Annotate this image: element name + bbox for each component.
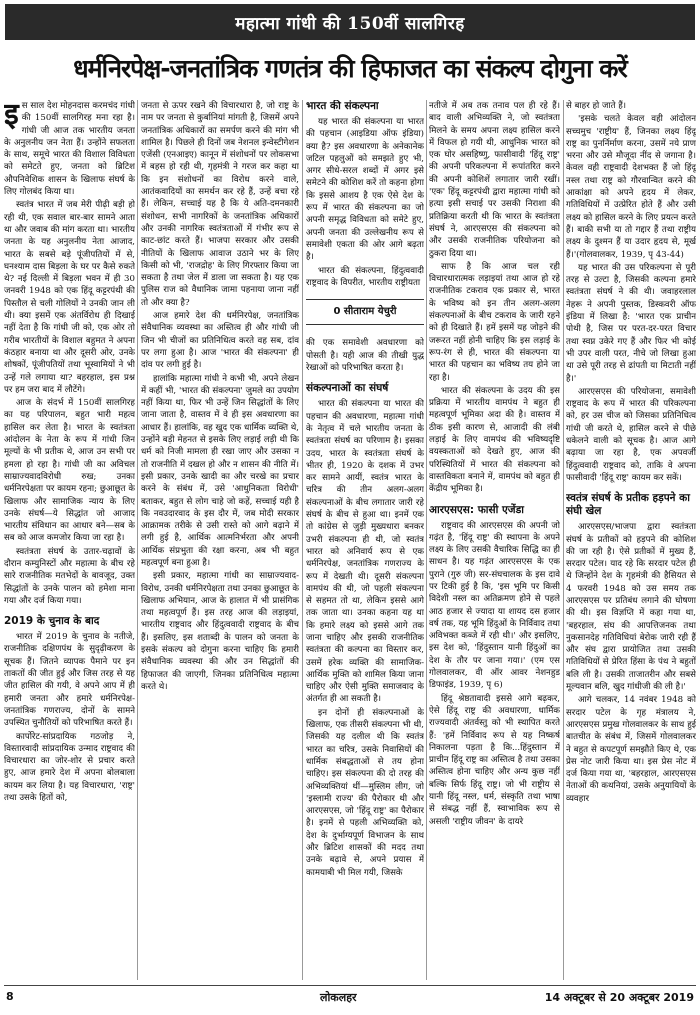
paragraph: आरएसएस/भाजपा द्वारा स्वतंत्रता संघर्ष के प्रतीकों को हड़पने की कोशिश की जा रही है। ऐसे प्रतीकों में मुख्य हैं, सरदार पटेल। याद रहे कि सरदार पटेल ही थे जिन्होंने देश के गृहमंत्री की हैसियत से 4 फरवरी 1948 को उस समय तक आरएसएस पर प्रतिबंध लगाने की घोषणा की थी। इस विज्ञप्ति में कहा गया था, 'बहरहाल, संघ की आपत्तिजनक तथा नुकसानदेह गतिविधियां बेरोक जारी रही हैं और संघ द्वारा प्रायोजित तथा उसकी गतिविधियों से प्रेरित हिंसा के पंथ ने बहुतों बलि ली है। उसकी ताजातरीन और सबसे मूल्यवान बलि, खुद गांधीजी की ली है।' [566, 522, 696, 693]
author-byline: 0 सीताराम येचुरी [306, 299, 424, 325]
paragraph: साफ है कि आज चल रही विचारधारात्मक लड़ाइयां तथा आज हो रहे राजनीतिक टकराव एक प्रकार से, भारत के भविष्य को इन तीन अलग-अलग संकल्पनाओं के बीच टकराव के जारी रहने को ही दिखाते हैं। हमें इसमें यह जोड़ने की जरूरत नहीं होनी चाहिए कि इस लड़ाई के रूप-रंग से ही, भारत की संकल्पना या भारत की पहचान का भविष्य तय होने जा रहा है। [429, 261, 560, 383]
subheading: संकल्पनाओं का संघर्ष [306, 382, 389, 395]
paragraph: भारत में 2019 के चुनाव के नतीजे, राजनीतिक दक्षिणपंथ के सुदृढ़ीकरण के सूचक हैं। जितने व्यापक पैमाने पर इन ताकतों की जीत हुई और जिस तरह से यह जीत हासिल की गयी, वे अपने आप में ही हमारी जनता और हमारे धर्मनिरपेक्ष-जनतांत्रिक गणराज्य, दोनों के सामने उपस्थित चुनौतियों को परिभाषित करते हैं। [4, 632, 135, 729]
paragraph: आगे चलकर, 14 नवंबर 1948 को सरदार पटेल के गृह मंत्रालय ने, आरएसएस प्रमुख गोलवालकर के साथ हुई बातचीत के संबंध में, जिसमें गोलवालकर ने बहुत से कपटपूर्ण समझौते किए थे, एक प्रेस नोट जारी किया था। इस प्रेस नोट में दर्ज किया गया था, 'बहरहाल, आरएसएस नेताओं की कथनियां, उसके अनुयायियों के व्यवहार [566, 695, 696, 804]
subheading: 2019 के चुनाव के बाद [4, 615, 100, 628]
paragraph: कार्पोरेट-सांप्रदायिक गठजोड़ ने, विस्तारवादी सांप्रदायिक उन्माद राष्ट्रवाद की विचारधारा का जोर-शोर से प्रचार करते हुए, आज हमारे देश में अपना बोलबाला कायम कर लिया है। यह विचारधारा, 'राष्ट्र' तथा उसके हितों को, [4, 731, 135, 804]
subheading: भारत की संकल्पना [306, 100, 379, 112]
banner-text: महात्मा गांधी की 150वीं सालगिरह [235, 13, 465, 34]
column-2 [141, 100, 299, 980]
paragraph: यह भारत की उस परिकल्पना से पूरी तरह से उल्टा है, जिसकी कल्पना हमारे स्वतंत्रता संघर्ष ने की थी। जवाहरलाल नेहरू ने अपनी पुस्तक, डिस्कवरी ऑफ इंडिया में लिखा है: 'भारत एक प्राचीन पोथी है, जिस पर परत-दर-परत विचार तथा स्वप्न उकेरे गए हैं और फिर भी कोई भी उपर वाली परत, नीचे जो लिखा हुआ था उसे पूरी तरह से ढांपती या मिटाती नहीं है।' [566, 262, 696, 384]
paragraph: भारत की संकल्पना या भारत की पहचान की अवधारणा, महात्मा गांधी के नेतृत्व में चले भारतीय जनता के स्वतंत्रता संघर्ष का परिणाम है। इसका उदय, भारत के स्वतंत्रता संघर्ष के भीतर ही, 1920 के दशक में उभर कर सामने आयीं, स्वतंत्र भारत के चरित्र की तीन अलग-अलग संकल्पनाओं के बीच लगातार जारी रहे संघर्ष के बीच से हुआ था। इनमें एक तो कांग्रेस से जुड़ी मुख्यधारा बनकर उभरी संकल्पना ही थी, जो स्वतंत्र भारत को अनिवार्य रूप से एक धर्मनिरपेक्ष, जनतांत्रिक गणराज्य के रूप में देखती थी। दूसरी संकल्पना वामपंथ की थी, जो पहली संकल्पना से सहमत तो था, लेकिन इससे आगे तक जाता था। उनका कहना यह था कि हमारे लक्ष्य को इससे आगे तक जाना चाहिए और इसकी राजनीतिक स्वतंत्रता की कल्पना का विस्तार कर, उसमें हरेक व्यक्ति की सामाजिक-आर्थिक मुक्ति को शामिल किया जाना चाहिए और ऐसी मुक्ति समाजवाद के अंतर्गत ही आ सकती है। [306, 399, 424, 705]
paragraph: से बाहर हो जाते हैं। [566, 101, 627, 111]
paragraph: हिंदू श्रेष्ठतावादी इससे आगे बढ़कर, ऐसे हिंदू राष्ट्र की अवधारणा, धार्मिक राज्यवादी अंतर्वस्तु को भी स्थापित करते हैं: 'हमें निर्विवाद रूप से यह निष्कर्ष निकालना पड़ता है कि...हिंदुस्तान में प्राचीन हिंदू राष्ट्र का अस्तित्व है तथा उसका अस्तित्व होना चाहिए और अन्य कुछ नहीं बल्कि सिर्फ हिंदू राष्ट्र। जो भी राष्ट्रीय से यानी हिंदू नस्ल, धर्म, संस्कृति तथा भाषा से संबद्ध नहीं हैं, स्वाभाविक रूप से असली 'राष्ट्रीय जीवन' के दायरे [429, 693, 560, 827]
subheading: स्वतंत्र संघर्ष के प्रतीक हड़पने का संघी खेल [566, 492, 690, 518]
publication-name: लोकलहर [320, 991, 357, 1004]
paragraph: आरएसएस की परियोजना, समावेशी राष्ट्रवाद के रूप में भारत की परिकल्पना को, हर उस चीज को जिसका प्रतिनिधित्व गांधी जी करते थे, हासिल करने से पीछे धकेलने वाली को सूचक है। आज आगे बढ़ाया जा रहा है, एक अपवर्जी हिंदुत्ववादी राष्ट्रवाद को, ताकि वे अपना फासीवादी 'हिंदू राष्ट्र' कायम कर सकें। [566, 386, 696, 483]
paragraph: इन दोनों ही संकल्पनाओं के खिलाफ, एक तीसरी संकल्पना भी थी, जिसकी यह दलील थी कि स्वतंत्र भारत का चरित्र, उसके निवासियों की धार्मिक संबद्धताओं से तय होना चाहिए। इस संकल्पना की दो तरह की अभिव्यक्तियां थीं—मुस्लिम लीग, जो 'इस्लामी राज्य' की पैरोकार थी और आरएसएस, जो 'हिंदू राष्ट्र' का पैरोकार है। इनमें से पहली अभिव्यक्ति को, देश के दुर्भाग्यपूर्ण विभाजन के साथ और ब्रिटिश शासकों की मदद तथा उनके बढ़ावे से, अपने प्रयास में कामयाबी भी मिल गयी, जिसके [306, 707, 424, 878]
anniversary-banner [5, 4, 695, 40]
paragraph: की एक समावेशी अवधारणा को पोसती है। यही आज की तीखी युद्ध रेखाओं को परिभाषित करता है। [306, 338, 424, 374]
issue-date: 14 अक्टूबर से 20 अक्टूबर 2019 [544, 991, 694, 1004]
column-divider [563, 100, 564, 980]
column-3 [306, 100, 424, 980]
column-5 [566, 100, 696, 980]
paragraph: 'इसके चलते केवल वही आंदोलन सच्चमुच 'राष्ट्रीय' हैं, जिनका लक्ष्य हिंदू राष्ट्र का पुनर्निर्माण करना, उसमें नये प्राण भरना और उसे मौजूदा नींद से जगाना है। केवल वही राष्ट्रवादी देशभक्त हैं जो हिंदू नस्ल तथा राष्ट्र को गौरवान्वित करने की आकांक्षा को अपने हृदय में लेकर, गतिविधियों में उत्प्रेरित होते हैं और उसी लक्ष्य को हासिल करने के लिए प्रयत्न करते हैं। बाकी सभी या तो गद्दार हैं तथा राष्ट्रीय लक्ष्य के दुश्मन हैं या उदार हृदय से, मूर्ख हैं।'(गोलवालकर, 1939, पृ 43-44) [566, 114, 696, 260]
paragraph: नतीजे में अब तक तनाव पल ही रहे हैं। बाद वाली अभिव्यक्ति ने, जो स्वतंत्रता मिलने के समय अपना लक्ष्य हासिल करने में विफल हो गयी थी, आधुनिक भारत को एक घोर असहिष्णु, फासीवादी 'हिंदू राष्ट्र' की अपनी परिकल्पना में रूपांतरित करने की अपनी कोशिशें लगातार जारी रखीं। 'एक' हिंदू कट्टरपंथी द्वारा महात्मा गांधी को हत्या इसी सचाई पर उसकी निराशा की प्रतिक्रिया करती थी कि भारत के स्वतंत्रता संघर्ष ने, आरएसएस की संकल्पना को और उसकी राजनीतिक परियोजना को ठुकरा दिया था। [429, 101, 560, 259]
paragraph: हालांकि महात्मा गांधी ने कभी भी, अपने लेखन में कहीं भी, 'भारत की संकल्पना' जुमले का उपयोग नहीं किया था, फिर भी उन्हें जिन सिद्धांतों के लिए जाना जाता है, वास्तव में वे ही इस अवधारणा का आधार हैं। हालांकि, वह खुद एक धार्मिक व्यक्ति थे, उन्होंने बड़ी मेहनत से इसके लिए लड़ाई लड़ी थी कि धर्म को निजी मामला ही रखा जाए और उसका न तो राजनीति में दखल हो और न शासन की नीति में। इसी प्रकार, उनके खादी का और चरखे का प्रचार करने के संबंध में, उसे 'आधुनिकता विरोधी' बताकर, बहुत से लोग चाहे जो कहें, सच्चाई यही है कि नवउदारवाद के इस दौर में, जब मोदी सरकार आक्रामक तरीके से उसी रास्ते को आगे बढ़ाने में लगी हुई है, आर्थिक आत्मनिर्भरता और अपनी आर्थिक संप्रभुता की रक्षा करना, अब भी बहुत महत्वपूर्ण बना हुआ है। [141, 373, 299, 568]
paragraph: स्वतंत्रता संघर्ष के उतार-चढ़ावों के दौरान कम्युनिस्टों और महात्मा के बीच रहे सारे राजनीतिक मतभेदों के बावजूद, उक्त सिद्धांतों के उनके पालन को हमेशा माना गया और दर्ज किया गया। [4, 546, 135, 606]
column-divider [426, 100, 427, 980]
column-divider [137, 100, 138, 980]
column-divider [302, 100, 303, 980]
paragraph: जनता से ऊपर रखने की विचारधारा है, जो राष्ट्र के नाम पर जनता से कुर्बानियां मांगती है, जिसमें अपने जनतांत्रिक अधिकारों का समर्पण करने की मांग भी शामिल है। पिछले ही दिनों जब नेशनल इन्वेस्टीगेशन एजेंसी (एनआइए) कानून में संशोधनों पर लोकसभा में बहस हो रही थी, गृहमंत्री ने गरज कर कहा था कि इन संशोधनों का विरोध करने वाले, आतंकवादियों का समर्थन कर रहे हैं, उन्हें बचा रहे हैं। लेकिन, सच्चाई यह है कि ये अति-दमनकारी संशोधन, सभी नागरिकों के जनतांत्रिक अधिकारों और उनकी नागरिक स्वतंत्रताओं में गंभीर रूप से काट-छांट करते हैं। भाजपा सरकार और उसकी नीतियों के खिलाफ आवाज उठाने भर के लिए किसी को भी, 'राजद्रोह' के लिए गिरफ्तार किया जा सकता है तथा जेल में डाला जा सकता है। यह एक पुलिस राज को वैधानिक जामा पहनाया जाना नहीं तो और क्या है? [141, 101, 299, 308]
paragraph: राष्ट्रवाद की आरएसएस की अपनी जो गढ़ंत है, 'हिंदू राष्ट्र' की स्थापना के अपने लक्ष्य के लिए उसकी वैचारिक सिद्धि का ही साधन है। यह गढ़ंत आरएसएस के एक पुराने (गुरु जी) सर-संघचालक के इस दावे पर टिकी हुई है कि, 'इस भूमि पर किसी विदेशी नस्ल का अतिक्रमण होने से पहले आठ हजार से ज्यादा या शायद दस हजार वर्ष तक, यह भूमि हिंदुओं के निर्विवाद तथा अविभक्त कब्जे में रही थी।' और इसलिए, इस देश को, 'हिंदुस्तान यानी हिंदुओं का देश के तौर पर जाना गया।' (एम एस गोलवालकर, वी ऑर आवर नेशनहुड डिफाइंड, 1939, पृ 6) [429, 520, 560, 691]
footer-rule [4, 985, 696, 986]
paragraph: आज हमारे देश की धर्मनिरपेक्ष, जनतांत्रिक संवैधानिक व्यवस्था का अस्तित्व ही और गांधी जी जिन भी चीजों का प्रतिनिधित्व करते वह सब, दांव पर लगा हुआ है। आज 'भारत की संकल्पना' ही दांव पर लगी हुई है। [141, 311, 299, 371]
paragraph: इस साल देश मोहनदास करमचंद गांधी की 150वीं सालगिरह मना रहा है। गांधी जी आज तक भारतीय जनता के अनुलनीय जन नेता हैं। उन्होंने सफलता के साथ, समूचे भारत की विशाल विविधता को समेटते हुए, जनता को ब्रिटिश औपनिवेशिक शासन के खिलाफ संघर्ष के लिए गोलबंद किया था। [4, 100, 135, 198]
paragraph: आज के संदर्भ में 150वीं सालगिरह का यह परिपालन, बहुत भारी महत्व हासिल कर लेता है। भारत के स्वतंत्रता आंदोलन के नेता के रूप में गांधी जिन मूल्यों के भी प्रतीक थे, आज उन सभी पर हमला हो रहा है। गांधी जी का अविचल साम्राज्यवादविरोधी रुख; उनका धर्मनिरपेक्षता पर कायम रहना; छुआछूत के खिलाफ और सामाजिक न्याय के लिए उनके संघर्ष—ये सिद्धांत जो आजाद भारतीय संविधान का आधार बने—सब के सब को आज कमजोर किया जा रहा है। [4, 398, 135, 544]
paragraph: इसी प्रकार, महात्मा गांधी का साम्राज्यवाद-विरोध, उनकी धर्मनिरपेक्षता तथा उनका छुआछूत के खिलाफ अभियान, आज के हालात में भी प्रासंगिक तथा महत्वपूर्ण हैं। इस तरह आज की लड़ाइयां, भारतीय राष्ट्रवाद और हिंदुत्ववादी राष्ट्रवाद के बीच हैं। इसलिए, इस शताब्दी के पालन को जनता के इसके संकल्प को दोगुना करना चाहिए कि हमारी संवैधानिक व्यवस्था की और उन सिद्धांतों की हिफाजत की जाएगी, जिनका प्रतिनिधित्व महात्मा करते थे। [141, 571, 299, 692]
paragraph: भारत की संकल्पना, हिंदुत्ववादी राष्ट्रवाद के विपरीत, भारतीय राष्ट्रीयता [306, 265, 424, 288]
paragraph: भारत की संकल्पना के उदय की इस प्रक्रिया में भारतीय वामपंथ ने बहुत ही महत्वपूर्ण भूमिका अदा की है। वास्तव में ठीक इसी कारण से, आजादी की लंबी लड़ाई के लिए वामपंथ की भविष्यदृष्टि वयस्कताओं को देखते हुए, आज की परिस्थितियों में भारत की संकल्पना को वास्तविकता बनाने में, वामपंथ को बहुत ही केंद्रीय भूमिका है। [429, 385, 560, 495]
column-1 [4, 100, 135, 980]
article-headline: धर्मनिरपेक्ष-जनतांत्रिक गणतंत्र की हिफाजत का संकल्प दोगुना करें [73, 54, 627, 83]
subheading: आरएसएस: फासी एजेंडा [429, 503, 524, 516]
paragraph: स्वतंत्र भारत में जब मेरी पीढ़ी बड़ी हो रही थी, एक सवाल बार-बार सामने आता था और जवाब की मांग करता था। भारतीय जनता के यह अनुलनीय नेता आजाद, भारत के सबसे बड़े पूंजीपतियों में से, घनश्याम दास बिड़ला के घर पर कैसे रुकते थे? नई दिल्ली में बिड़ला भवन में ही 30 जनवरी 1948 को एक हिंदू कट्टरपंथी की पिस्तौल से चली गोलियों ने उनकी जान ली थी। क्या इसमें एक अंतर्विरोध ही दिखाई नहीं देता है कि गांधी जी को, एक ओर तो गरीब भारतीयों के विशाल बहुमत ने अपना कंठहार बनाया था और दूसरी ओर, उनके शोषकों, पूंजीपतियों तथा भूस्वामियों ने भी उन्हें गले लगाया था? बहरहाल, इस प्रश्न पर हम जरा बाद में लौटेंगे। [4, 200, 135, 395]
column-4 [429, 100, 560, 980]
paragraph: यह भारत की संकल्पना या भारत की पहचान (आइडिया ऑफ इंडिया) क्या है? इस अवधारणा के अनेकानेक जटिल पहलुओं को समझते हुए भी, अगर सीधे-सरल शब्दों में अगर इसे समेटने की कोशिश करें तो कहना होगा कि इससे आशय है एक ऐसे देश के रूप में भारत की संकल्पना का जो अपनी समृद्ध विविधता को समेटे हुए, अपनी जनता की उल्लेखनीय रूप से समावेशी एकता की ओर आगे बढ़ता है। [306, 117, 424, 263]
page-number: 8 [6, 990, 14, 1003]
drop-cap: इ [4, 100, 19, 132]
